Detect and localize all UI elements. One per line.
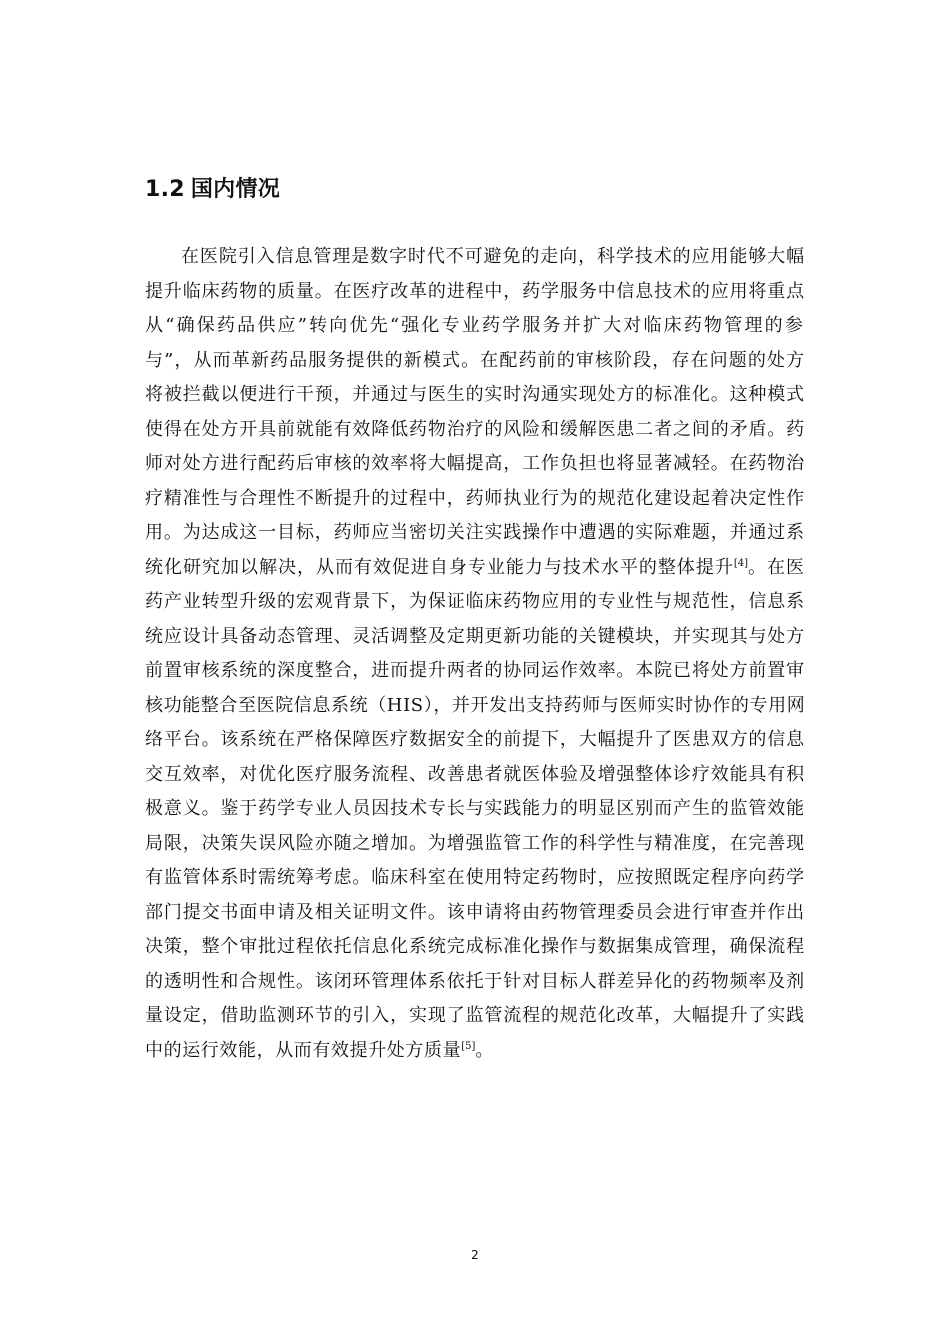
paragraph-line: 部门提交书面申请及相关证明文件。该申请将由药物管理委员会进行审查并作出 [145,901,805,923]
paragraph-line: 用。为达成这一目标，药师应当密切关注实践操作中遭遇的实际难题，并通过系 [145,522,805,543]
body-paragraph [145,240,805,1068]
section-heading [145,172,280,203]
paragraph-line: 药产业转型升级的宏观背景下，为保证临床药物应用的专业性与规范性，信息系 [145,591,805,612]
citation-4: [4] [733,557,748,569]
page-number: 2 [471,1248,479,1262]
paragraph-line-with-citation [145,1034,805,1069]
paragraph-line: 核功能整合至医院信息系统（HIS），并开发出支持药师与医师实时协作的专用网 [145,694,805,716]
paragraph-line: 与”，从而革新药品服务提供的新模式。在配药前的审核阶段，存在问题的处方 [145,349,805,371]
paragraph-line: 有监管体系时需统筹考虑。临床科室在使用特定药物时，应按照既定程序向药学 [145,867,805,888]
paragraph-line: 在医院引入信息管理是数字时代不可避免的走向，科学技术的应用能够大幅 [181,246,805,267]
paragraph-line: 络平台。该系统在严格保障医疗数据安全的前提下，大幅提升了医患双方的信息 [145,729,805,750]
paragraph-line: 的透明性和合规性。该闭环管理体系依托于针对目标人群差异化的药物频率及剂 [145,970,805,992]
paragraph-line-text: 统化研究加以解决，从而有效促进自身专业能力与技术水平的整体提升 [145,556,734,578]
paragraph-line: 师对处方进行配药后审核的效率将大幅提高，工作负担也将显著减轻。在药物治 [145,453,805,474]
paragraph-line-tail: 。 [475,1039,494,1061]
citation-5: [5] [461,1040,476,1052]
paragraph-line: 统应设计具备动态管理、灵活调整及定期更新功能的关键模块，并实现其与处方 [145,625,805,647]
paragraph-line: 极意义。鉴于药学专业人员因技术专长与实践能力的明显区别而产生的监管效能 [145,798,805,819]
paragraph-line-tail: 。在医 [748,556,805,578]
paragraph-line: 前置审核系统的深度整合，进而提升两者的协同运作效率。本院已将处方前置审 [145,660,805,681]
paragraph-line: 从“确保药品供应”转向优先“强化专业药学服务并扩大对临床药物管理的参 [145,315,805,336]
paragraph-line: 疗精准性与合理性不断提升的过程中，药师执业行为的规范化建设起着决定性作 [145,487,805,509]
paragraph-line: 将被拦截以便进行干预，并通过与医生的实时沟通实现处方的标准化。这种模式 [145,384,805,405]
paragraph-line: 局限，决策失误风险亦随之增加。为增强监管工作的科学性与精准度，在完善现 [145,832,805,854]
paragraph-line-text: 中的运行效能，从而有效提升处方质量 [145,1039,462,1061]
paragraph-line: 提升临床药物的质量。在医疗改革的进程中，药学服务中信息技术的应用将重点 [145,280,805,302]
paragraph-line: 量设定，借助监测环节的引入，实现了监管流程的规范化改革，大幅提升了实践 [145,1005,805,1026]
paragraph-line: 使得在处方开具前就能有效降低药物治疗的风险和缓解医患二者之间的矛盾。药 [145,418,805,440]
paragraph-line: 决策，整个审批过程依托信息化系统完成标准化操作与数据集成管理，确保流程 [145,936,805,957]
section-title: 国内情况 [190,177,281,202]
paragraph-line: 交互效率，对优化医疗服务流程、改善患者就医体验及增强整体诊疗效能具有积 [145,763,805,785]
paragraph-line-with-citation [145,551,805,586]
section-number: 1.2 [145,177,185,202]
